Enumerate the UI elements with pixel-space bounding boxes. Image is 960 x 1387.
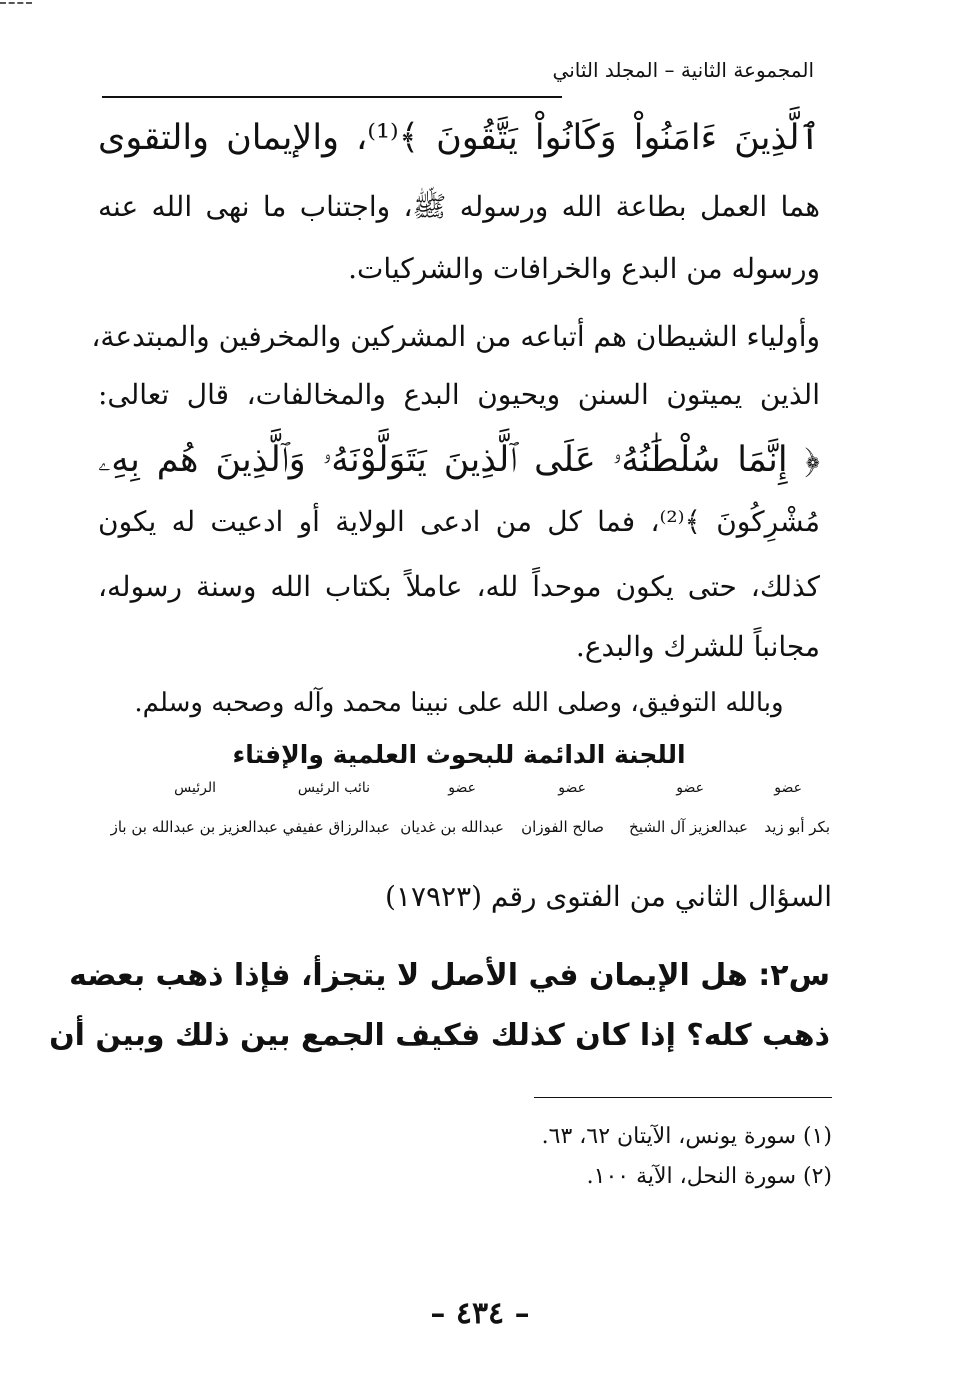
question-title: السؤال الثاني من الفتوى رقم (١٧٩٢٣) [384, 880, 832, 913]
footnote-rule [534, 1097, 832, 1098]
signatory-role: نائب الرئيس [297, 780, 370, 796]
signatory-role: عضو [448, 780, 476, 796]
body-line-5: الذين يميتون السنن ويحيون البدع والمخالفات، قال تعالى: [98, 378, 820, 411]
closing-line: وبالله التوفيق، وصلى الله على نبينا محمد وآله وصحبه وسلم. [134, 688, 784, 718]
body-line-9: مجانباً للشرك والبدع. [575, 630, 820, 663]
signatory-name: صالح الفوزان [521, 818, 604, 836]
signatory-name: عبدالعزيز بن عبدالله بن باز [110, 818, 278, 836]
page-number: – ٤٣٤ – [430, 1296, 530, 1331]
running-header: المجموعة الثانية – المجلد الثاني [552, 58, 814, 82]
signatory-role: عضو [558, 780, 586, 796]
body-line-8: كذلك، حتى يكون موحداً لله، عاملاً بكتاب الله وسنة رسوله، [98, 570, 821, 603]
signatory-roles [110, 780, 830, 802]
scan-corner-mark [0, 2, 32, 7]
body-line-7: مُشْرِكُونَ ﴾⁽²⁾، فما كل من ادعى الولاية أو ادعيت له يكون [98, 505, 821, 538]
footnote-2: (٢) سورة النحل، الآية ١٠٠. [586, 1164, 832, 1189]
question-line-2: ذهب كله؟ إذا كان كذلك فكيف الجمع بين ذلك وبين أن [49, 1018, 830, 1053]
body-line-1: ٱلَّذِينَ ءَامَنُواْ وَكَانُواْ يَتَّقُونَ ﴾⁽¹⁾، والإيمان والتقوى [98, 118, 821, 158]
signatory-role: عضو [774, 780, 802, 796]
body-line-2: هما العمل بطاعة الله ورسوله ﷺ، واجتناب ما نهى الله عنه [98, 190, 820, 223]
signatory-name: بكر أبو زيد [764, 818, 830, 836]
body-line-4: وأولياء الشيطان هم أتباعه من المشركين والمخرفين والمبتدعة، [91, 320, 820, 353]
committee-title: اللجنة الدائمة للبحوث العلمية والإفتاء [232, 740, 686, 769]
signatory-name: عبدالعزيز آل الشيخ [629, 818, 748, 836]
footnote-1: (١) سورة يونس، الآيتان ٦٢، ٦٣. [541, 1124, 832, 1149]
question-line-1: س٢: هل الإيمان في الأصل لا يتجزأ، فإذا ذهب بعضه [69, 958, 830, 993]
signatory-role: عضو [676, 780, 704, 796]
signatory-names [110, 818, 830, 840]
body-line-3: ورسوله من البدع والخرافات والشركيات. [348, 252, 820, 285]
signatory-role: الرئيس [174, 780, 216, 796]
signatory-name: عبدالرزاق عفيفي [282, 818, 390, 836]
header-rule [102, 96, 562, 98]
signatory-name: عبدالله بن غديان [400, 818, 504, 836]
body-line-6: ﴿ إِنَّمَا سُلْطَٰنُهُۥ عَلَى ٱلَّذِينَ يَتَوَلَّوْنَهُۥ وَٱلَّذِينَ هُم بِهِۦ [98, 440, 820, 480]
